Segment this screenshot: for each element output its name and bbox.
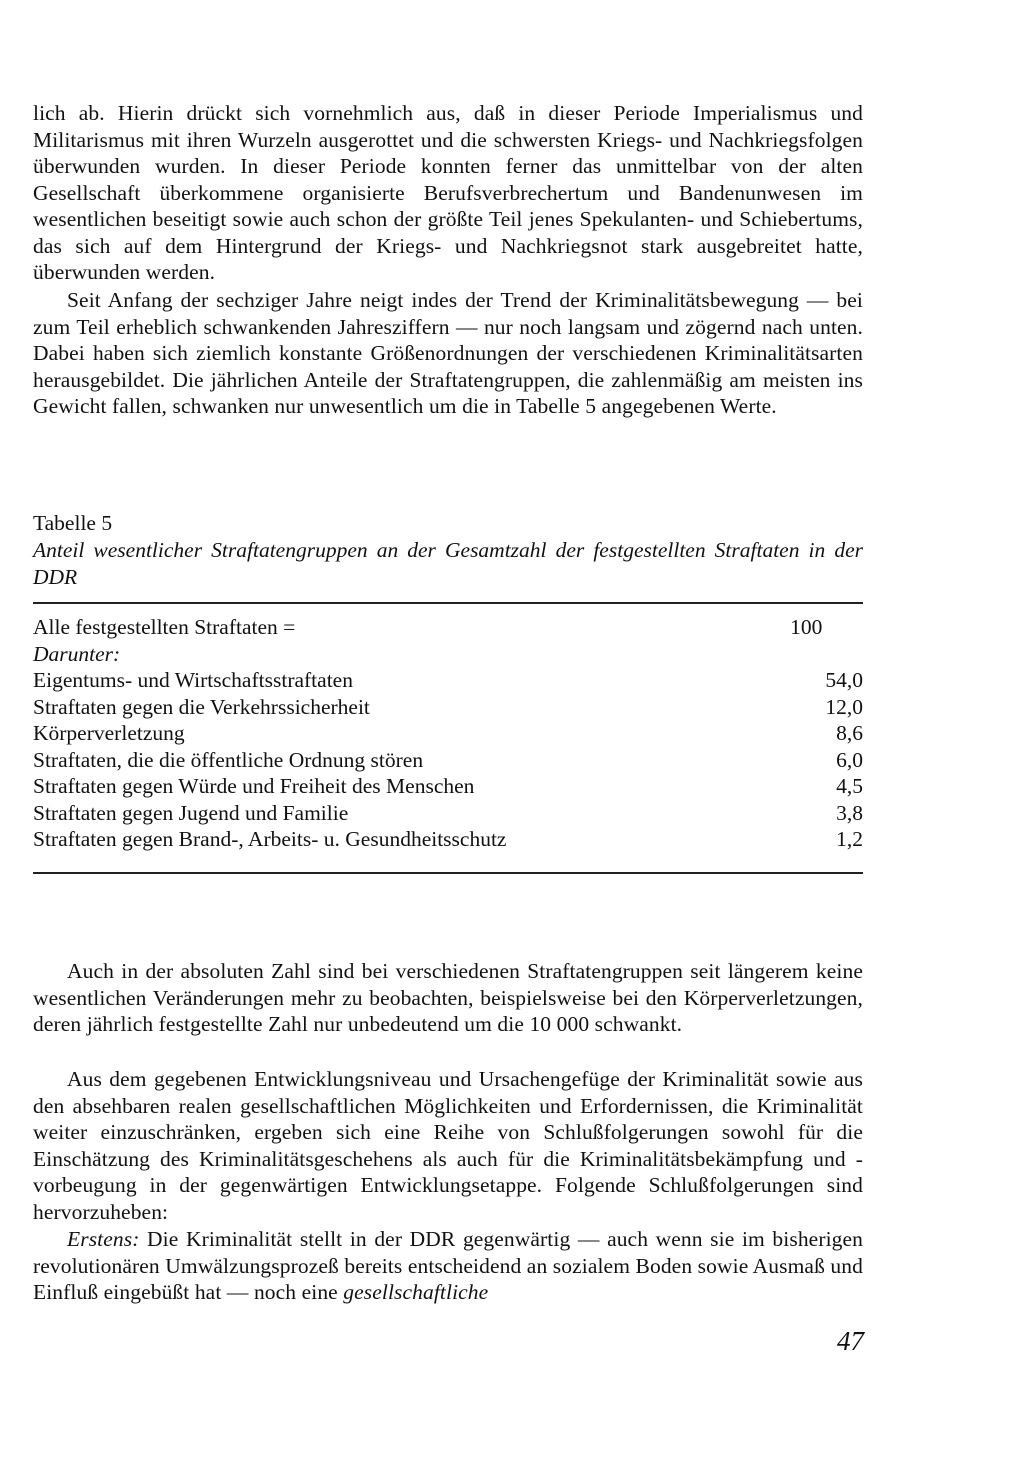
row-value: 3,8: [836, 800, 863, 825]
row-label: Straftaten gegen Würde und Freiheit des Menschen: [33, 774, 475, 798]
paragraph-text: Seit Anfang der sechziger Jahre neigt indes der Trend der Kriminalitätsbewegung — bei zum Teil erheblich schwankenden Jahresziffern — nur noch langsam und zögernd nach unten. Dabei haben sich ziemlich konstante Größenordnungen der verschiedenen Kriminalitätsarten herausgebildet. Die jährlichen Anteile der Straftatengruppen, die zahlenmäßig am meisten ins Gewicht fallen, schwanken nur unwesentlich um die in Tabelle 5 angegebenen Werte.: [33, 288, 863, 418]
row-label: Alle festgestellten Straftaten =: [33, 615, 296, 639]
table-top-rule: [33, 602, 863, 604]
table-label: Tabelle 5: [33, 511, 113, 535]
table-row: [33, 773, 863, 800]
body-paragraph-2: [33, 287, 863, 420]
body-paragraph-5: [33, 1226, 863, 1306]
row-label: Körperverletzung: [33, 721, 185, 745]
table-row: [33, 826, 863, 853]
row-label: Straftaten, die die öffentliche Ordnung stören: [33, 747, 424, 772]
row-label: Straftaten gegen Brand-, Arbeits- u. Gesundheitsschutz: [33, 827, 507, 851]
page-number: 47: [837, 1326, 864, 1356]
table-row: [33, 667, 863, 694]
row-value: 12,0: [825, 694, 863, 719]
table-row-subheading: [33, 641, 863, 668]
subheading-label: Darunter:: [33, 641, 121, 666]
paragraph-body: Die Kriminalität stellt in der DDR gegenwärtig — auch wenn sie im bisherigen revolutionären Umwälzungsprozeß bereits entscheidend an sozialem Boden sowie Ausmaß und Einfluß eingebüßt hat — noch eine: [33, 1227, 863, 1304]
table-row: [33, 800, 863, 827]
paragraph-emphasis: gesellschaftliche: [343, 1280, 489, 1304]
row-value: 4,5: [836, 774, 863, 798]
row-value: 1,2: [836, 827, 863, 851]
row-value: 6,0: [836, 747, 863, 772]
paragraph-text: Aus dem gegebenen Entwicklungsniveau und Ursachengefüge der Kriminalität sowie aus den absehbaren realen gesellschaftlichen Möglichkeiten und Erfordernissen, die Kriminalität weiter einzuschränken, ergeben sich eine Reihe von Schlußfolgerungen sowohl für die Einschätzung des Kriminalitätsgeschehens als auch für die Kriminalitätsbekämpfung und -vorbeugung in der gegenwärtigen Entwicklungsetappe. Folgende Schlußfolgerungen sind hervorzuheben:: [33, 1067, 863, 1224]
table-row: [33, 694, 863, 721]
table-row-total: [33, 614, 863, 641]
paragraph-text: Auch in der absoluten Zahl sind bei verschiedenen Straftatengruppen seit längerem keine wesentlichen Veränderungen mehr zu beobachten, beispielsweise bei den Körperverletzungen, deren jährlich festgestellte Zahl nur unbedeutend um die 10 000 schwankt.: [33, 959, 863, 1036]
table-title: Anteil wesentlicher Straftatengruppen an der Gesamtzahl der festgestellten Straftaten in der DDR: [33, 538, 863, 589]
body-paragraph-3: [33, 958, 863, 1038]
row-value: 100: [790, 615, 823, 639]
row-value: 8,6: [836, 721, 863, 745]
row-label: Eigentums- und Wirtschaftsstraftaten: [33, 668, 353, 692]
paragraph-text: [33, 1226, 863, 1306]
row-label: Straftaten gegen Jugend und Familie: [33, 800, 349, 825]
row-label: Straftaten gegen die Verkehrssicherheit: [33, 694, 370, 719]
table-bottom-rule: [33, 872, 863, 874]
table-row: [33, 720, 863, 747]
body-paragraph-4: [33, 1066, 863, 1225]
row-value: 54,0: [825, 668, 863, 692]
statistics-table: [33, 614, 863, 853]
paragraph-text: lich ab. Hierin drückt sich vornehmlich aus, daß in dieser Periode Imperialismus und Militarismus mit ihren Wurzeln ausgerottet und die schwersten Kriegs- und Nachkriegsfolgen überwunden wurden. In dieser Periode konnten ferner das unmittelbar von der alten Gesellschaft überkommene organisierte Berufsverbrechertum und Bandenunwesen im wesentlichen beseitigt sowie auch schon der größte Teil jenes Spekulanten- und Schiebertums, das sich auf dem Hintergrund der Kriegs- und Nachkriegsnot stark ausgebreitet hatte, überwunden werden.: [33, 101, 863, 284]
table-row: [33, 747, 863, 774]
body-paragraph-1: [33, 100, 863, 286]
paragraph-lead-italic: Erstens:: [67, 1227, 140, 1251]
